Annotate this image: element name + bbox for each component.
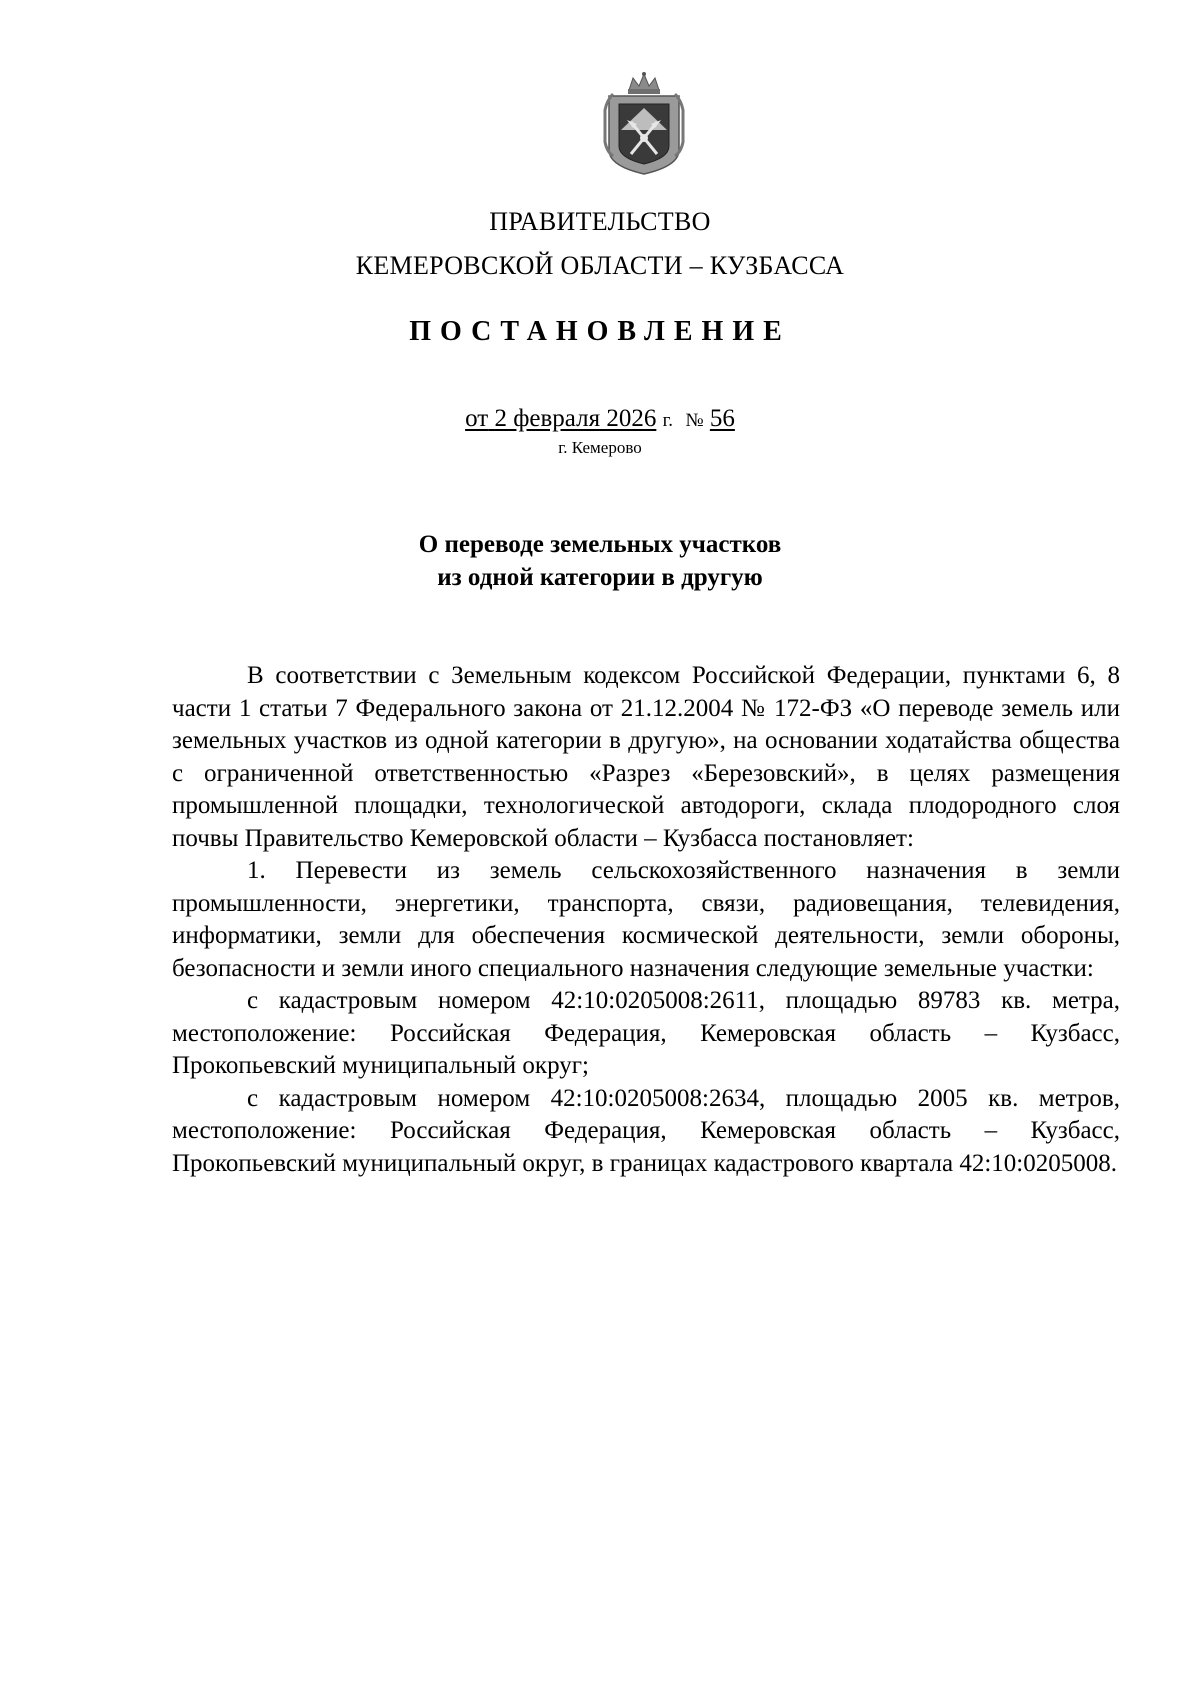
document-body bbox=[172, 660, 1120, 1180]
document-type: ПОСТАНОВЛЕНИЕ bbox=[409, 316, 791, 347]
paragraph-plot-1: с кадастровым номером 42:10:0205008:2611, площадью 89783 кв. метра, местоположение: Российская Федерация, Кемеровская область – Кузбасс, Прокопьевский муниципальный округ; bbox=[172, 987, 1120, 1079]
document-number: 56 bbox=[709, 405, 735, 432]
document-date: 2 февраля 2026 bbox=[494, 405, 657, 432]
government-name bbox=[0, 200, 1200, 288]
subject-line-1: О переводе земельных участков bbox=[418, 531, 782, 558]
number-sign: № bbox=[685, 410, 704, 431]
year-suffix: г. bbox=[662, 410, 673, 431]
subject-line-2: из одной категории в другую bbox=[437, 564, 763, 591]
date-line bbox=[0, 405, 1200, 433]
paragraph-item-1: 1. Перевести из земель сельскохозяйственного назначения в земли промышленности, энергетики, транспорта, связи, радиовещания, телевидения, информатики, земли для обеспечения космической деятельности, земли обороны, безопасности и земли иного специального назначения следующие земельные участки: bbox=[172, 857, 1120, 982]
city: г. Кемерово bbox=[558, 438, 642, 457]
paragraph-preamble: В соответствии с Земельным кодексом Российской Федерации, пунктами 6, 8 части 1 статьи 7 Федерального закона от 21.12.2004 № 172-ФЗ «О переводе земель или земельных участков из одной категории в другую», на основании ходатайства общества с ограниченной ответственностью «Разрез «Березовский», в целях размещения промышленной площадки, технологической автодороги, склада плодородного слоя почвы Правительство Кемеровской области – Кузбасса постановляет: bbox=[172, 662, 1120, 852]
government-line-1: ПРАВИТЕЛЬСТВО bbox=[489, 207, 711, 236]
date-prefix: от bbox=[465, 405, 489, 432]
coat-of-arms-icon bbox=[603, 70, 685, 176]
document-subject bbox=[0, 528, 1200, 594]
government-line-2: КЕМЕРОВСКОЙ ОБЛАСТИ – КУЗБАССА bbox=[355, 251, 845, 280]
paragraph-plot-2: с кадастровым номером 42:10:0205008:2634, площадью 2005 кв. метров, местоположение: Российская Федерация, Кемеровская область – Кузбасс, Прокопьевский муниципальный округ, в границах кадастрового квартала 42:10:0205008. bbox=[172, 1084, 1120, 1177]
